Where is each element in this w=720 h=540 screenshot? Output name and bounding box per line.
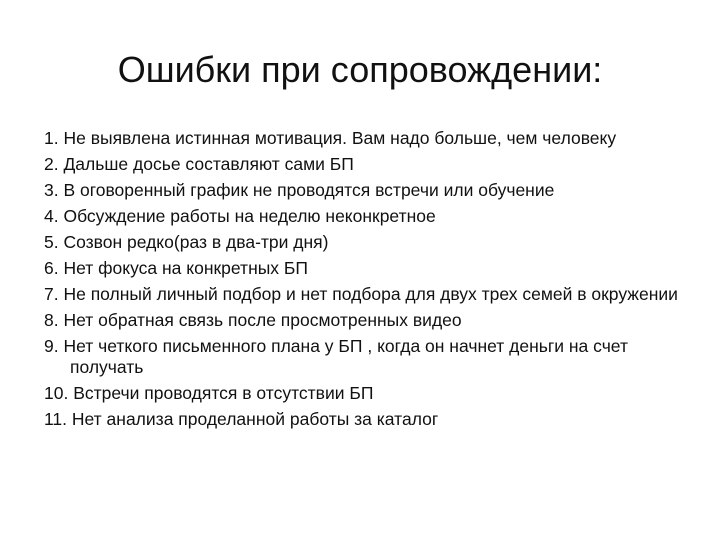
list-item: 3. В оговоренный график не проводятся встречи или обучение — [44, 180, 555, 200]
slide-title: Ошибки при сопровождении: — [117, 49, 603, 91]
list-item: 9. Нет четкого письменного плана у БП , когда он начнет деньги на счет получать — [44, 336, 628, 377]
list-item: 4. Обсуждение работы на неделю неконкретное — [44, 206, 436, 226]
list-item: 6. Нет фокуса на конкретных БП — [44, 258, 308, 278]
list-item: 1. Не выявлена истинная мотивация. Вам надо больше, чем человеку — [44, 128, 617, 148]
list-item: 2. Дальше досье составляют сами БП — [44, 154, 354, 174]
list-item: 5. Созвон редко(раз в два-три дня) — [44, 232, 329, 252]
errors-list — [44, 128, 684, 430]
list-item: 8. Нет обратная связь после просмотренных видео — [44, 310, 462, 330]
list-item: 11. Нет анализа проделанной работы за каталог — [44, 409, 439, 429]
list-item: 10. Встречи проводятся в отсутствии БП — [44, 383, 374, 403]
list-item: 7. Не полный личный подбор и нет подбора для двух трех семей в окружении — [44, 284, 678, 304]
